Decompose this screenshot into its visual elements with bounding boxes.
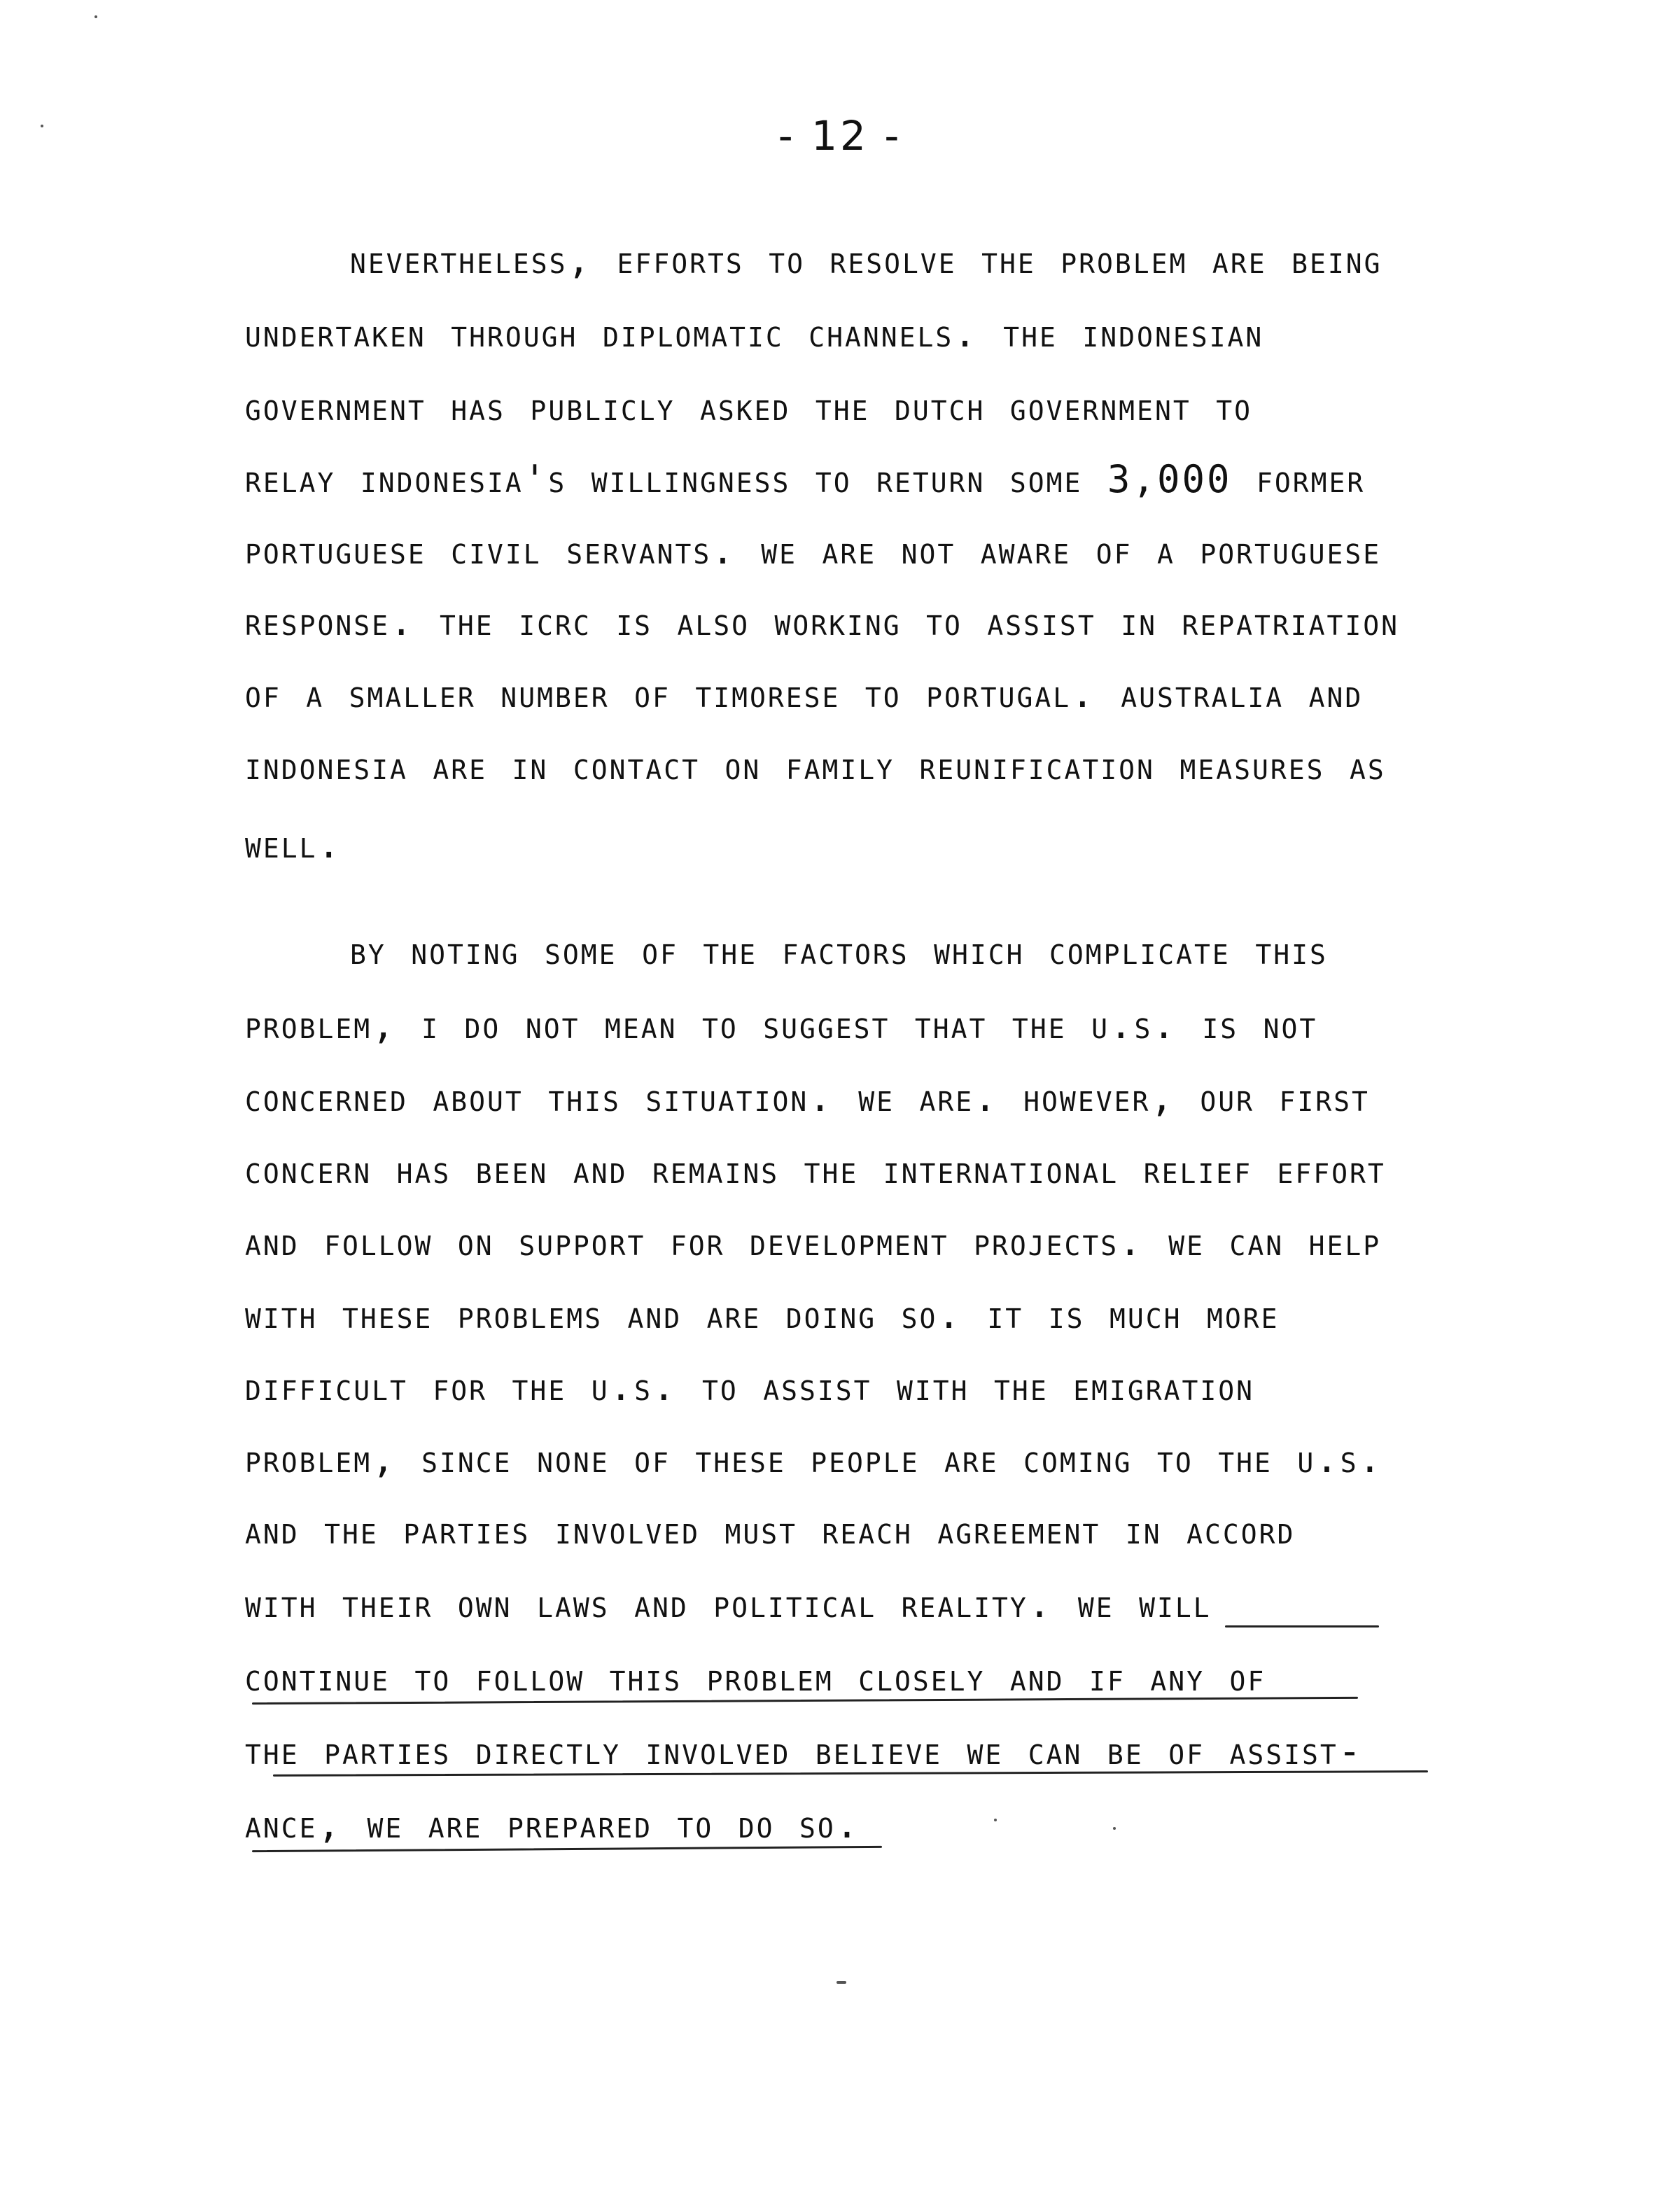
text-line: by noting some of the factors which complicate this — [350, 929, 1328, 973]
text-line: continue to follow this problem closely and if any of — [245, 1656, 1266, 1700]
scan-speck — [41, 125, 43, 127]
text-line: and follow on support for development projects. we can help — [245, 1220, 1382, 1264]
text-line: problem, i do not mean to suggest that the u.s. is not — [245, 1003, 1318, 1047]
scan-speck — [1113, 1827, 1116, 1830]
text-line: response. the icrc is also working to assist in repatriation — [245, 600, 1400, 644]
scan-speck — [994, 1819, 997, 1821]
handwritten-underline — [252, 1846, 882, 1852]
text-line: undertaken through diplomatic channels. the indonesian — [245, 312, 1264, 356]
text-line: with their own laws and political reality. we will — [245, 1582, 1212, 1626]
scan-speck — [836, 1981, 846, 1984]
text-line: indonesia are in contact on family reunification measures as — [245, 744, 1386, 788]
text-line: concerned about this situation. we are. however, our first — [245, 1076, 1370, 1120]
text-line: problem, since none of these people are coming to the u.s. — [245, 1437, 1384, 1481]
page-number: - 12 - — [778, 112, 902, 160]
text-line: difficult for the u.s. to assist with the emigration — [245, 1365, 1254, 1409]
text-line: of a smaller number of timorese to portugal. australia and — [245, 672, 1364, 716]
text-line: government has publicly asked the dutch government to — [245, 385, 1252, 429]
text-line: concern has been and remains the international relief effort — [245, 1148, 1386, 1192]
text-line: ance, we are prepared to do so. — [245, 1802, 861, 1847]
text-line: portuguese civil servants. we are not aware of a portuguese — [245, 528, 1382, 573]
text-line: and the parties involved must reach agreement in accord — [245, 1508, 1296, 1553]
text-line: the parties directly involved believe we can be of assist- — [245, 1729, 1364, 1773]
text-line: with these problems and are doing so. it is much more — [245, 1293, 1280, 1337]
text-line: nevertheless, efforts to resolve the problem are being — [350, 238, 1382, 282]
text-line: relay indonesia's willingness to return some 3,000 former — [245, 457, 1366, 501]
text-line: well. — [245, 822, 343, 867]
handwritten-underline — [1225, 1625, 1379, 1628]
scan-speck — [94, 15, 97, 18]
